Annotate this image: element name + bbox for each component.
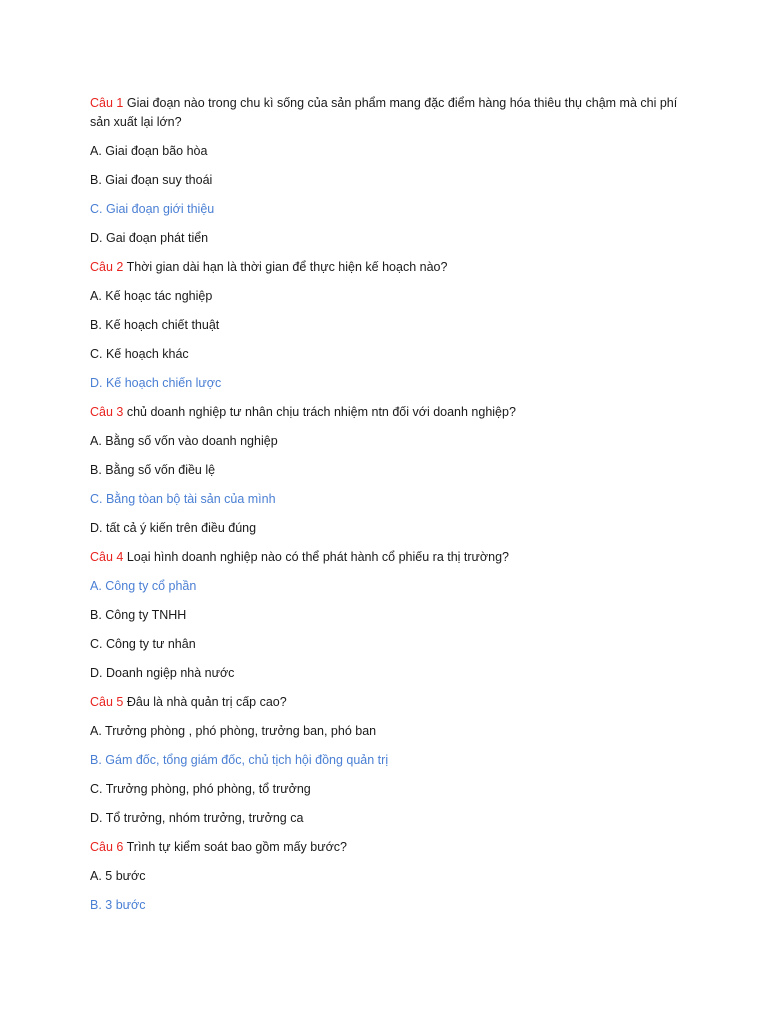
quiz-content (90, 94, 690, 925)
answer-option: C. Trưởng phòng, phó phòng, tổ trưởng (90, 782, 311, 796)
question-text: chủ doanh nghiệp tư nhân chịu trách nhiệm ntn đối với doanh nghiệp? (126, 405, 516, 419)
answer-option-correct: B. Gám đốc, tổng giám đốc, chủ tịch hội đồng quản trị (90, 753, 389, 767)
answer-option: D. Doanh ngiệp nhà nước (90, 666, 235, 680)
question-text: Loại hình doanh nghiệp nào có thể phát hành cổ phiếu ra thị trường? (126, 550, 509, 564)
question-text: Giai đoạn nào trong chu kì sống của sản phẩm mang đặc điểm hàng hóa thiêu thụ chậm mà chi phí sản xuất lại lớn? (90, 96, 678, 129)
answer-option: A. Bằng số vốn vào doanh nghiệp (90, 434, 278, 448)
question-1 (90, 94, 690, 132)
question-number: Câu 3 (90, 405, 124, 419)
question-5 (90, 693, 690, 712)
answer-option: D. Tổ trưởng, nhóm trưởng, trưởng ca (90, 811, 304, 825)
question-text: Trình tự kiểm soát bao gồm mấy bước? (126, 840, 347, 854)
question-number: Câu 4 (90, 550, 124, 564)
answer-option: D. tất cả ý kiến trên điều đúng (90, 521, 257, 535)
answer-option-correct: D. Kế hoạch chiến lược (90, 376, 222, 390)
question-number: Câu 5 (90, 695, 124, 709)
answer-option: A. Kế hoạc tác nghiệp (90, 289, 213, 303)
answer-option: C. Kế hoạch khác (90, 347, 189, 361)
question-number: Câu 6 (90, 840, 124, 854)
question-text: Thời gian dài hạn là thời gian để thực hiện kế hoạch nào? (126, 260, 448, 274)
answer-option: B. Kế hoạch chiết thuật (90, 318, 220, 332)
question-number: Câu 1 (90, 96, 124, 110)
answer-option-correct: C. Bằng tòan bộ tài sản của mình (90, 492, 276, 506)
answer-option-correct: B. 3 bước (90, 898, 146, 912)
answer-option: C. Công ty tư nhân (90, 637, 196, 651)
answer-option: D. Gai đoạn phát tiển (90, 231, 209, 245)
answer-option: B. Công ty TNHH (90, 608, 187, 622)
question-text: Đâu là nhà quản trị cấp cao? (126, 695, 287, 709)
answer-option-correct: C. Giai đoạn giới thiệu (90, 202, 215, 216)
answer-option: B. Bằng số vốn điều lệ (90, 463, 216, 477)
question-number: Câu 2 (90, 260, 124, 274)
question-3 (90, 403, 690, 422)
question-6 (90, 838, 690, 857)
answer-option-correct: A. Công ty cổ phần (90, 579, 197, 593)
answer-option: A. 5 bước (90, 869, 146, 883)
answer-option: A. Giai đoạn bão hòa (90, 144, 208, 158)
question-4 (90, 548, 690, 567)
answer-option: B. Giai đoạn suy thoái (90, 173, 213, 187)
question-2 (90, 258, 690, 277)
answer-option: A. Trưởng phòng , phó phòng, trưởng ban, phó ban (90, 724, 377, 738)
